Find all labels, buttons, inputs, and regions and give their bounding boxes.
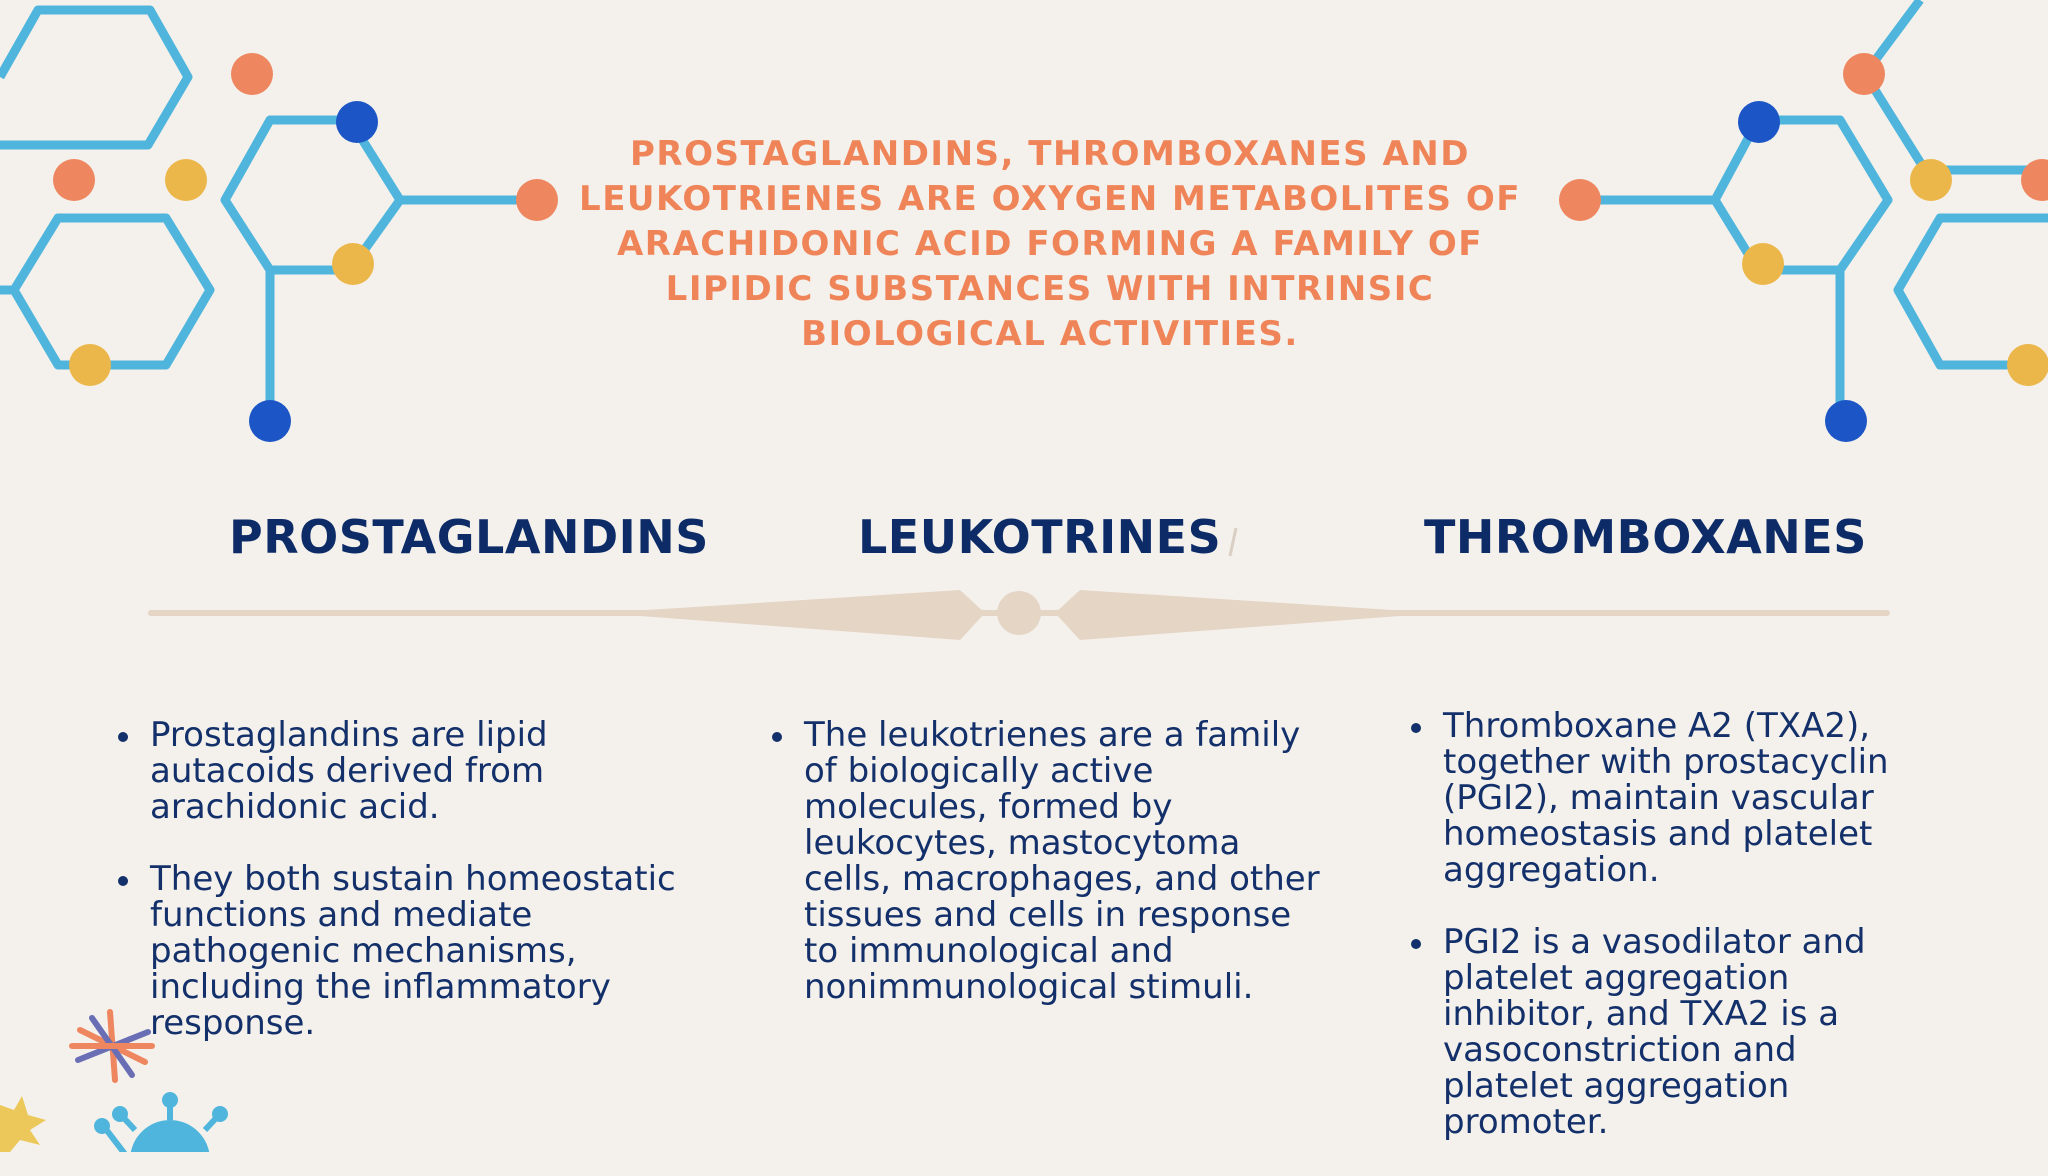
prostaglandins-list (116, 717, 716, 1077)
molecule-nodes-left (53, 53, 558, 442)
node-dot (69, 344, 111, 386)
heading-prostaglandins: PROSTAGLANDINS (229, 510, 709, 564)
heading-thromboxanes: THROMBOXANES (1424, 510, 1867, 564)
starburst-icon (0, 1096, 46, 1152)
node-dot (2007, 344, 2048, 386)
node-dot (1559, 179, 1601, 221)
node-dot (1825, 400, 1867, 442)
heading-leukotrines: LEUKOTRINES (858, 510, 1222, 564)
list-item: Prostaglandins are lipid autacoids derived from arachidonic acid. (116, 717, 716, 825)
node-dot (1843, 53, 1885, 95)
list-item: They both sustain homeostatic functions and mediate pathogenic mechanisms, including the inflammatory response. (116, 861, 716, 1041)
node-dot (165, 159, 207, 201)
node-dot (53, 159, 95, 201)
molecule-structure-right (1580, 0, 2048, 420)
node-dot (1738, 101, 1780, 143)
list-item: Thromboxane A2 (TXA2), together with prostacyclin (PGI2), maintain vascular homeostasis and platelet aggregation. (1409, 708, 1909, 888)
node-dot (336, 101, 378, 143)
slash-mark (1230, 528, 1236, 556)
node-dot (2021, 159, 2048, 201)
leukotrines-list (770, 717, 1330, 1041)
node-dot (249, 400, 291, 442)
list-item: The leukotrienes are a family of biologically active molecules, formed by leukocytes, mastocytoma cells, macrophages, and other tissues and cells in response to immunological and nonimmunological stimuli. (770, 717, 1330, 1005)
node-dot (1742, 243, 1784, 285)
intro-statement: PROSTAGLANDINS, THROMBOXANES AND LEUKOTRIENES ARE OXYGEN METABOLITES OF ARACHIDONIC ACID FORMING A FAMILY OF LIPIDIC SUBSTANCES WITH INTRINSIC BIOLOGICAL ACTIVITIES. (579, 134, 1521, 354)
node-dot (231, 53, 273, 95)
divider-ornament (148, 590, 1890, 640)
node-dot (516, 179, 558, 221)
node-dot (332, 243, 374, 285)
thromboxanes-list (1409, 708, 1909, 1176)
molecule-nodes-right (1559, 53, 2048, 442)
virus-icon (94, 1092, 228, 1152)
list-item: PGI2 is a vasodilator and platelet aggregation inhibitor, and TXA2 is a vasoconstriction and platelet aggregation promoter. (1409, 924, 1909, 1140)
node-dot (1910, 159, 1952, 201)
